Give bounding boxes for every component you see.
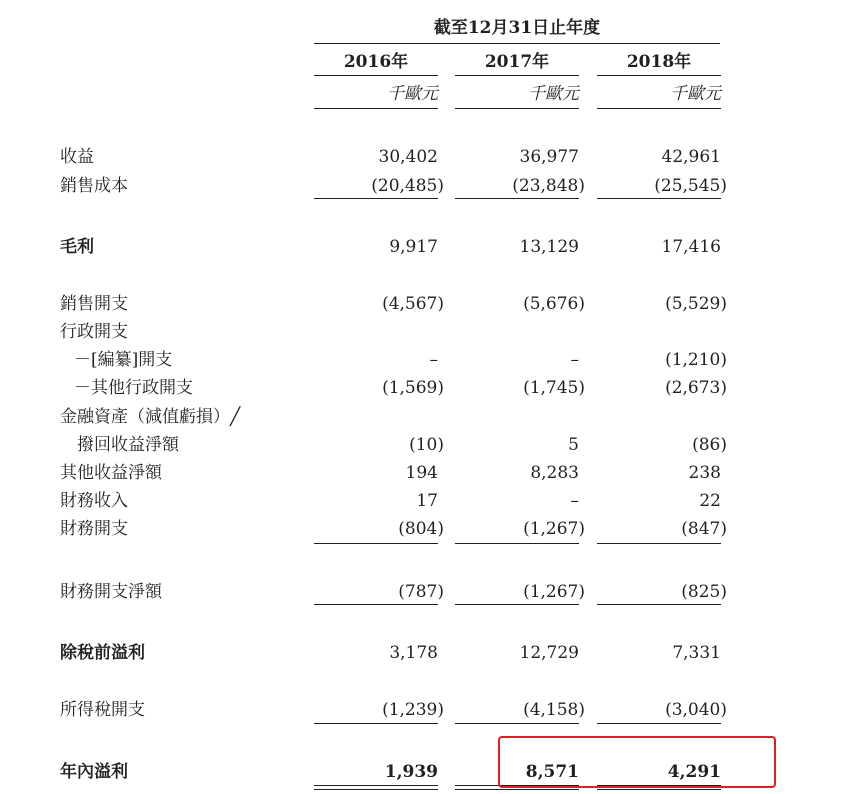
unit-rule-2016 [314,108,438,109]
row-value: 36,977 [519,147,579,167]
unit-rule-2017 [455,108,579,109]
subtotal-rule [455,543,579,544]
row-value: 17,416 [661,237,721,257]
row-value: 8,283 [530,463,579,483]
row-value: (1,210) [665,350,727,370]
year-rule-2016 [314,75,438,76]
row-value: (1,745) [523,378,585,398]
row-label: 其他收益淨額 [60,463,162,483]
row-value: 194 [405,463,438,483]
subtotal-rule [597,604,721,605]
subtotal-rule [455,604,579,605]
row-value: (3,040) [665,700,727,720]
row-label: 所得稅開支 [60,700,145,720]
row-value: 42,961 [661,147,721,167]
row-value: 5 [568,435,579,455]
row-label: 銷售開支 [60,294,128,314]
row-value: 238 [688,463,721,483]
subtotal-rule [455,723,579,724]
header-rule [314,43,720,44]
row-value: (1,569) [382,378,444,398]
year-2018-header: 2018年 [626,52,692,72]
row-label: －[編纂]開支 [74,350,173,370]
row-value: 3,178 [389,643,438,663]
period-title: 截至12月31日止年度 [433,18,601,38]
row-value: (1,267) [523,582,585,602]
row-value: – [570,491,579,511]
row-label: 財務開支淨額 [60,582,162,602]
row-label: －其他行政開支 [74,378,193,398]
row-label: 金融資產（減值虧損）╱ [60,407,241,427]
year-rule-2017 [455,75,579,76]
row-label: 年內溢利 [60,762,128,782]
unit-2017: 千歐元 [528,84,579,104]
row-value: (5,676) [523,294,585,314]
row-label: 撥回收益淨額 [77,435,179,455]
subtotal-rule [455,198,579,199]
subtotal-rule [314,198,438,199]
row-value: (847) [681,519,727,539]
subtotal-rule [597,723,721,724]
row-value: (25,545) [654,176,727,196]
unit-rule-2018 [597,108,721,109]
row-value: 22 [699,491,721,511]
row-value: (4,158) [523,700,585,720]
row-value: 13,129 [519,237,579,257]
year-rule-2018 [597,75,721,76]
highlight-box [498,736,776,788]
row-value: 7,331 [672,643,721,663]
subtotal-rule [597,198,721,199]
subtotal-rule [597,543,721,544]
row-value: 4,291 [667,762,721,782]
year-2017-header: 2017年 [484,52,550,72]
subtotal-rule [314,543,438,544]
row-value: 12,729 [519,643,579,663]
row-value: 1,939 [384,762,438,782]
row-label: 財務收入 [60,491,128,511]
year-2016-header: 2016年 [343,52,409,72]
row-value: (86) [692,435,727,455]
row-value: (5,529) [665,294,727,314]
row-value: (2,673) [665,378,727,398]
row-label: 除稅前溢利 [60,643,145,663]
row-value: 17 [416,491,438,511]
row-value: (1,239) [382,700,444,720]
subtotal-rule [314,604,438,605]
row-value: (1,267) [523,519,585,539]
row-value: (10) [409,435,444,455]
row-value: (23,848) [512,176,585,196]
row-value: 9,917 [389,237,438,257]
subtotal-rule [314,723,438,724]
row-value: (4,567) [382,294,444,314]
total-double-rule [314,785,438,790]
row-value: – [570,350,579,370]
unit-2016: 千歐元 [387,84,438,104]
row-label: 銷售成本 [60,176,128,196]
row-value: (787) [398,582,444,602]
unit-2018: 千歐元 [670,84,721,104]
row-value: (804) [398,519,444,539]
row-value: 8,571 [525,762,579,782]
row-value: – [429,350,438,370]
row-label: 收益 [60,147,94,167]
row-label: 行政開支 [60,322,128,342]
row-value: (825) [681,582,727,602]
row-value: 30,402 [378,147,438,167]
row-value: (20,485) [371,176,444,196]
row-label: 財務開支 [60,519,128,539]
row-label: 毛利 [60,237,94,257]
